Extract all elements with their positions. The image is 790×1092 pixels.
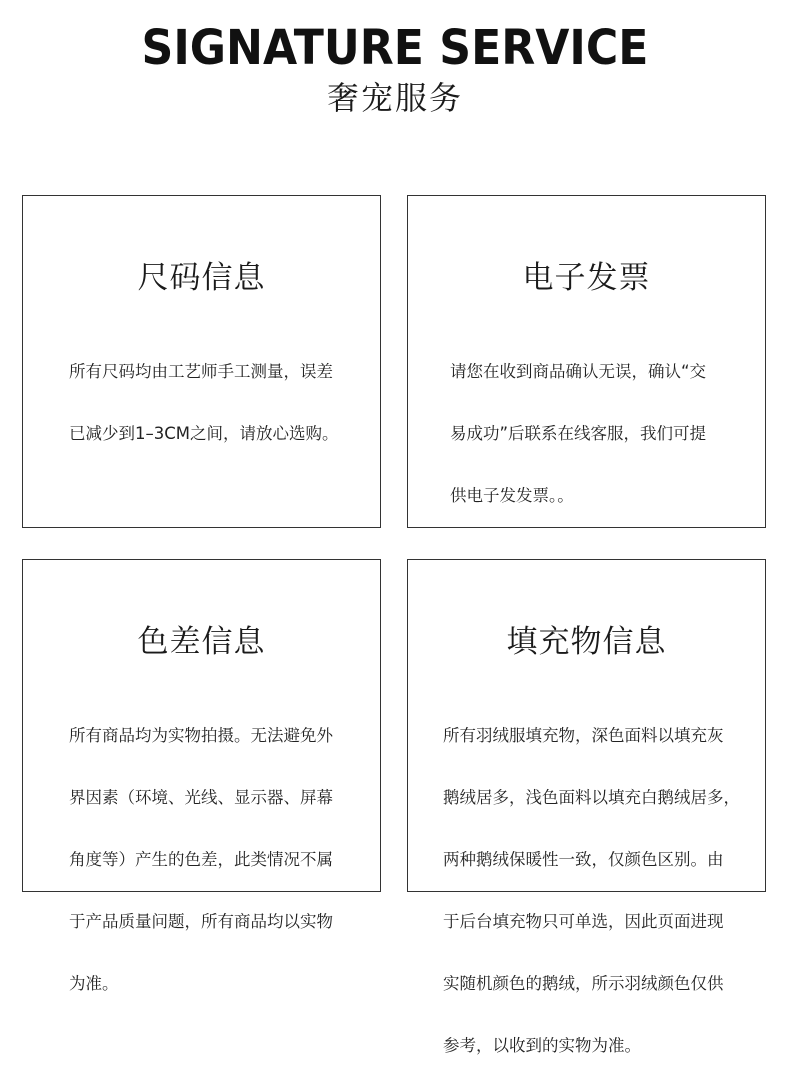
card-body-line: 两种鹅绒保暖性一致，仅颜色区别。由 <box>443 850 724 869</box>
card-body-line: 鹅绒居多，浅色面料以填充白鹅绒居多， <box>443 788 740 807</box>
card-body-line: 于产品质量问题，所有商品均以实物 <box>69 912 333 931</box>
page-title: SIGNATURE SERVICE <box>141 20 649 76</box>
card-body <box>69 325 359 480</box>
card-filling-info <box>407 559 766 1055</box>
card-e-invoice <box>407 195 766 528</box>
card-body-line: 界因素（环境、光线、显示器、屏幕 <box>69 788 333 807</box>
card-title: 电子发票 <box>522 260 651 296</box>
card-body-line: 已减少到1–3CM之间，请放心选购。 <box>69 424 339 443</box>
card-body-line: 为准。 <box>69 974 119 993</box>
card-body <box>443 689 743 1092</box>
card-body-line: 易成功”后联系在线客服，我们可提 <box>450 424 707 443</box>
card-size-info <box>22 195 381 528</box>
card-body <box>69 689 359 1030</box>
card-title: 色差信息 <box>137 624 266 660</box>
card-title: 填充物信息 <box>506 624 667 660</box>
card-body-line: 于后台填充物只可单选，因此页面进现 <box>443 912 724 931</box>
card-body-line: 参考，以收到的实物为准。 <box>443 1036 641 1055</box>
card-body-line: 所有商品均为实物拍摄。无法避免外 <box>69 726 333 745</box>
card-body-line: 角度等）产生的色差，此类情况不属 <box>69 850 333 869</box>
card-body <box>450 325 740 542</box>
card-body-line: 所有羽绒服填充物，深色面料以填充灰 <box>443 726 724 745</box>
card-body-line: 请您在收到商品确认无误，确认“交 <box>450 362 707 381</box>
card-body-line: 供电子发发票。。 <box>450 486 574 505</box>
page-subtitle: 奢宠服务 <box>326 79 463 117</box>
card-body-line: 所有尺码均由工艺师手工测量，误差 <box>69 362 333 381</box>
card-body-line: 实随机颜色的鹅绒，所示羽绒颜色仅供 <box>443 974 724 993</box>
card-title: 尺码信息 <box>137 260 266 296</box>
card-color-difference <box>22 559 381 993</box>
